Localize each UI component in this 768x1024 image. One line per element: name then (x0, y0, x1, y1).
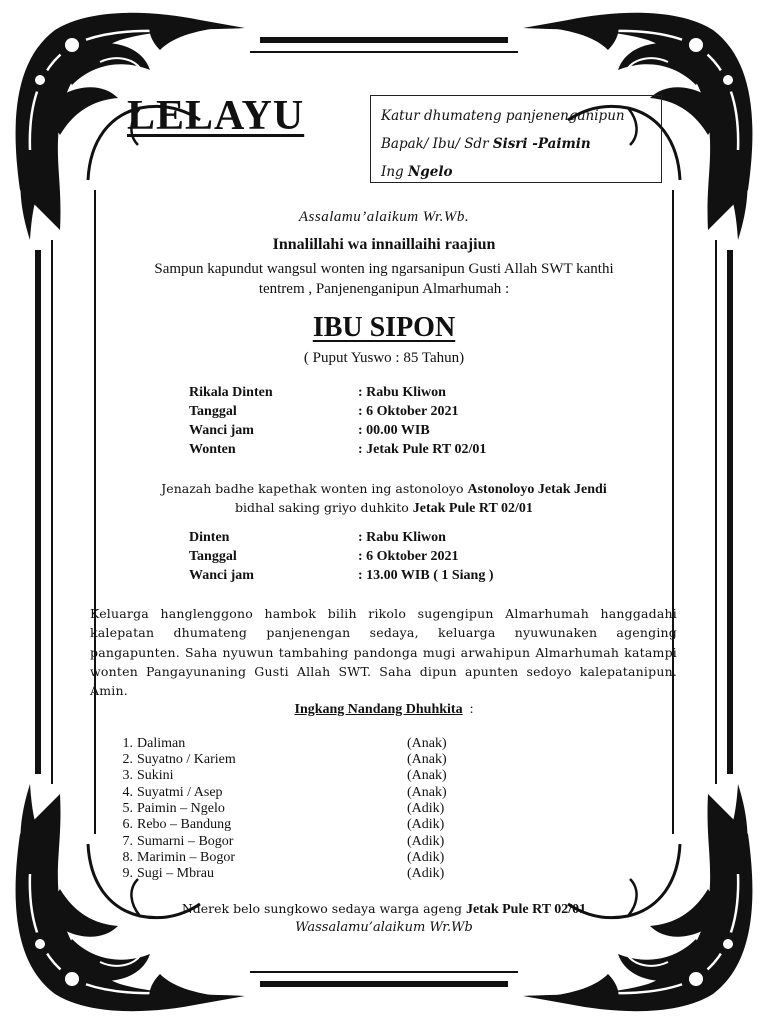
intro-line-2: tentrem , Panjenenganipun Almarhumah : (258, 281, 510, 297)
greeting: Assalamu’alaikum Wr.Wb. (298, 209, 470, 225)
burial-line-1: Jenazah badhe kapethak wonten ing astonoloyo Astonoloyo Jetak Jendi (161, 481, 607, 497)
burial-detail-row: Tanggal : 6 Oktober 2021 (189, 549, 459, 564)
list-item: 4. Suyatmi / Asep (Anak) (122, 785, 447, 800)
burial-detail-row: Dinten : Rabu Kliwon (189, 530, 446, 545)
list-item: 3. Sukini (Anak) (122, 768, 447, 783)
recipient-line-2: Bapak/ Ibu/ Sdr Sisri -Paimin (381, 136, 591, 152)
burial-line-2: bidhal saking griyo duhkito Jetak Pule RT 02/01 (235, 500, 533, 516)
deceased-name: IBU SIPON (312, 312, 456, 343)
list-item: 7. Sumarni – Bogor (Adik) (122, 834, 445, 849)
death-detail-row: Rikala Dinten : Rabu Kliwon (189, 385, 446, 400)
death-detail-row: Wonten : Jetak Pule RT 02/01 (189, 442, 487, 457)
farewell: Wassalamu’alaikum Wr.Wb (295, 920, 473, 935)
death-detail-row: Tanggal : 6 Oktober 2021 (189, 404, 459, 419)
mourners-heading-line: Ingkang Nandang Dhuhkita : (294, 702, 474, 717)
closing-line: Nderek belo sungkowo sedaya warga ageng Jetak Pule RT 02/01 (181, 901, 587, 917)
age-line: ( Puput Yuswo : 85 Tahun) (303, 350, 465, 366)
family-message: Keluarga hanglenggono hambok bilih rikolo sugengipun Almarhumah hanggadahi kalepatan dhumateng panjenengan sedaya, keluarga nyuwunaken agenging pangapunten. Saha nyuwun tambahing pandonga mugi arwahipun Almarhumah katampi wonten Pangayunaning Gusti Allah SWT. Saha dipun apunten sedoyo kalepatanipun. Amin. (90, 606, 677, 699)
list-item: 2. Suyatno / Kariem (Anak) (122, 752, 447, 767)
page-title: LELAYU (127, 93, 305, 139)
list-item: 5. Paimin – Ngelo (Adik) (122, 801, 445, 816)
recipient-line-3: Ing Ngelo (381, 164, 453, 180)
recipient-line-1: Katur dhumateng panjenenganipun (381, 108, 625, 124)
list-item: 8. Marimin – Bogor (Adik) (122, 850, 445, 865)
recipient-name: Sisri -Paimin (492, 136, 591, 152)
recipient-place: Ngelo (407, 164, 453, 180)
list-item: 1. Daliman (Anak) (122, 736, 447, 751)
list-item: 9. Sugi – Mbrau (Adik) (122, 866, 445, 881)
death-detail-row: Wanci jam : 00.00 WIB (189, 423, 430, 438)
intro-line-1: Sampun kapundut wangsul wonten ing ngarsanipun Gusti Allah SWT kanthi (154, 261, 614, 277)
burial-detail-row: Wanci jam : 13.00 WIB ( 1 Siang ) (189, 568, 494, 583)
mourners-heading: Ingkang Nandang Dhuhkita (294, 702, 463, 717)
recipient-box (370, 95, 662, 183)
innalillahi: Innalillahi wa innaillaihi raajiun (272, 236, 496, 253)
list-item: 6. Rebo – Bandung (Adik) (122, 817, 445, 832)
